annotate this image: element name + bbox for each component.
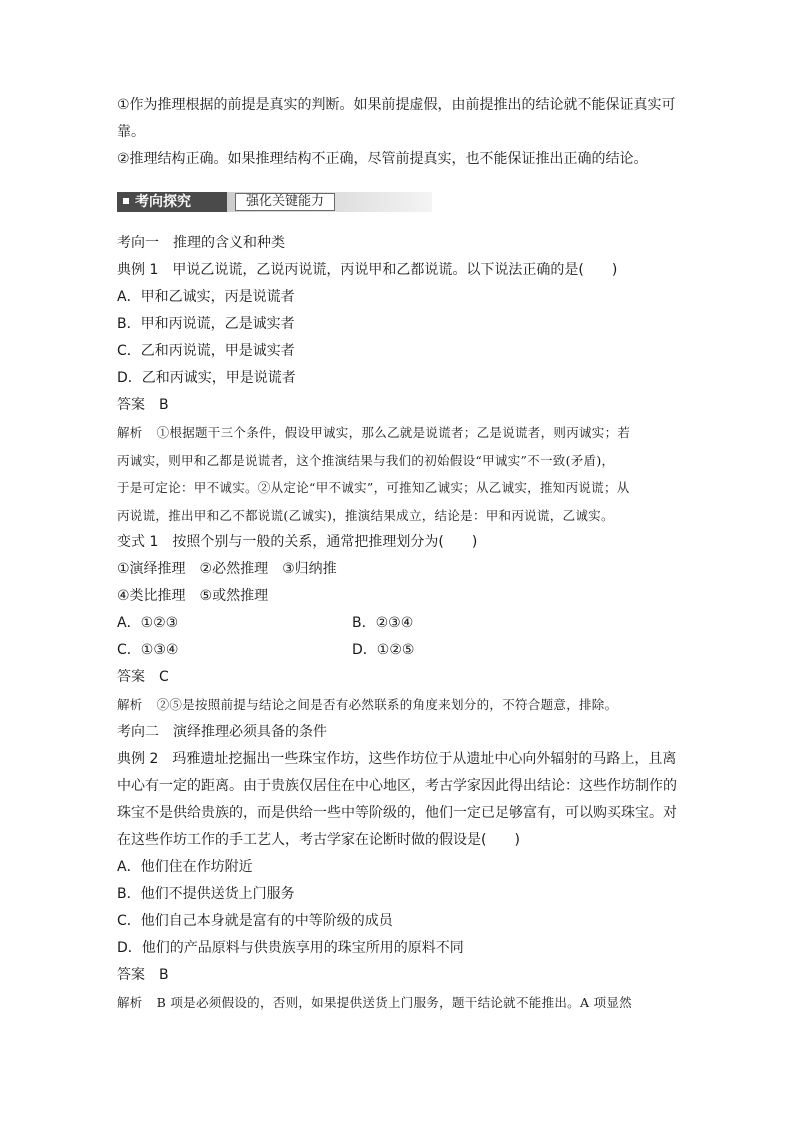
analysis-label: 解析 [117,994,143,1010]
answer-label: 答案 [117,397,145,413]
example-2-stem-line-2: 中心有一定的距离。由于贵族仅居住在中心地区，考古学家因此得出结论：这些作坊制作的 [117,777,677,794]
answer-value: B [159,966,169,983]
variant-1-option-d: D．①②⑤ [352,642,415,658]
banner-secondary [235,193,335,211]
example-1-stem: 典例 1 甲说乙说谎，乙说丙说谎，丙说甲和乙都说谎。以下说法正确的是( ) [117,262,618,278]
variant-1-option-a: A．①②③ [117,615,179,631]
example-2-answer [117,962,679,989]
document-page [117,92,679,1016]
example-2-option-c: C．他们自己本身就是富有的中等阶级的成员 [117,912,393,929]
example-1-option-d: D．乙和丙诚实，甲是说谎者 [117,370,296,386]
example-1-analysis-line-1 [117,419,679,447]
example-2-option-b: B．他们不提供送货上门服务 [117,885,295,902]
banner-primary [117,192,227,212]
example-2-stem-line-1: 典例 2 玛雅遗址挖掘出一些珠宝作坊，这些作坊位于从遗址中心向外辐射的马路上，且离 [117,750,677,767]
analysis-label: 解析 [117,697,143,712]
analysis-label: 解析 [117,425,143,440]
variant-1-analysis [117,691,679,719]
analysis-text: ①根据题干三个条件，假设甲诚实，那么乙就是说谎者；乙是说谎者，则丙诚实；若 [156,425,631,440]
example-2-option-d: D．他们的产品原料与供贵族享用的珠宝所用的原料不同 [117,939,464,956]
square-bullet-icon [123,198,129,204]
example-2-stem-line-4: 在这些作坊工作的手工艺人，考古学家在论断时做的假设是( ) [117,831,520,848]
section-banner [117,192,679,212]
intro-line-1: ①作为推理根据的前提是真实的判断。如果前提虚假，由前提推出的结论就不能保证真实可 [117,97,676,113]
example-1-analysis-line-3: 于是可定论：甲不诚实。②从定论“甲不诚实”，可推知乙诚实；从乙诚实，推知丙说谎；从 [117,480,630,495]
answer-label: 答案 [117,669,145,685]
variant-1-stem: 变式 1 按照个别与一般的关系，通常把推理划分为( ) [117,534,478,550]
variant-1-answer [117,664,679,691]
intro-line-2: ②推理结构正确。如果推理结构不正确，尽管前提真实，也不能保证推出正确的结论。 [117,151,648,167]
answer-value: B [159,397,169,413]
section-2-title: 考向二 演绎推理必须具备的条件 [117,723,327,740]
variant-1-options-row-1 [117,610,679,637]
banner-primary-label: 考向探究 [135,194,191,210]
example-1-answer [117,392,679,419]
example-2-option-a: A．他们住在作坊附近 [117,858,253,875]
variant-1-option-b: B．②③④ [352,615,414,631]
analysis-text: B 项是必须假设的，否则，如果提供送货上门服务，题干结论就不能推出。A 项显然 [156,994,632,1010]
example-1-analysis-line-2: 丙诚实，则甲和乙都是说谎者，这个推演结果与我们的初始假设“甲诚实”不一致(矛盾)， [117,452,615,468]
analysis-text: ②⑤是按照前提与结论之间是否有必然联系的角度来划分的，不符合题意，排除。 [156,697,618,712]
banner-secondary-label: 强化关键能力 [246,194,325,209]
example-1-option-c: C．乙和丙说谎，甲是诚实者 [117,343,295,359]
variant-1-items-line-2: ④类比推理 ⑤或然推理 [117,588,269,604]
example-2-stem-line-3: 珠宝不是供给贵族的，而是供给一些中等阶级的，他们一定已足够富有，可以购买珠宝。对 [117,804,677,821]
section-1-title: 考向一 推理的含义和种类 [117,235,285,251]
answer-value: C [159,669,169,685]
example-1-option-b: B．甲和丙说谎，乙是诚实者 [117,316,295,332]
answer-label: 答案 [117,966,145,983]
example-1-analysis-line-4: 丙说谎，推出甲和乙不都说谎(乙诚实)，推演结果成立，结论是：甲和丙说谎，乙诚实。 [117,507,614,523]
variant-1-options-row-2 [117,637,679,664]
example-1-option-a: A．甲和乙诚实，丙是说谎者 [117,289,295,305]
variant-1-items-line-1: ①演绎推理 ②必然推理 ③归纳推 [117,561,337,577]
intro-line-1-continued: 靠。 [117,124,145,140]
example-2-analysis [117,989,679,1017]
variant-1-option-c: C．①③④ [117,642,179,658]
